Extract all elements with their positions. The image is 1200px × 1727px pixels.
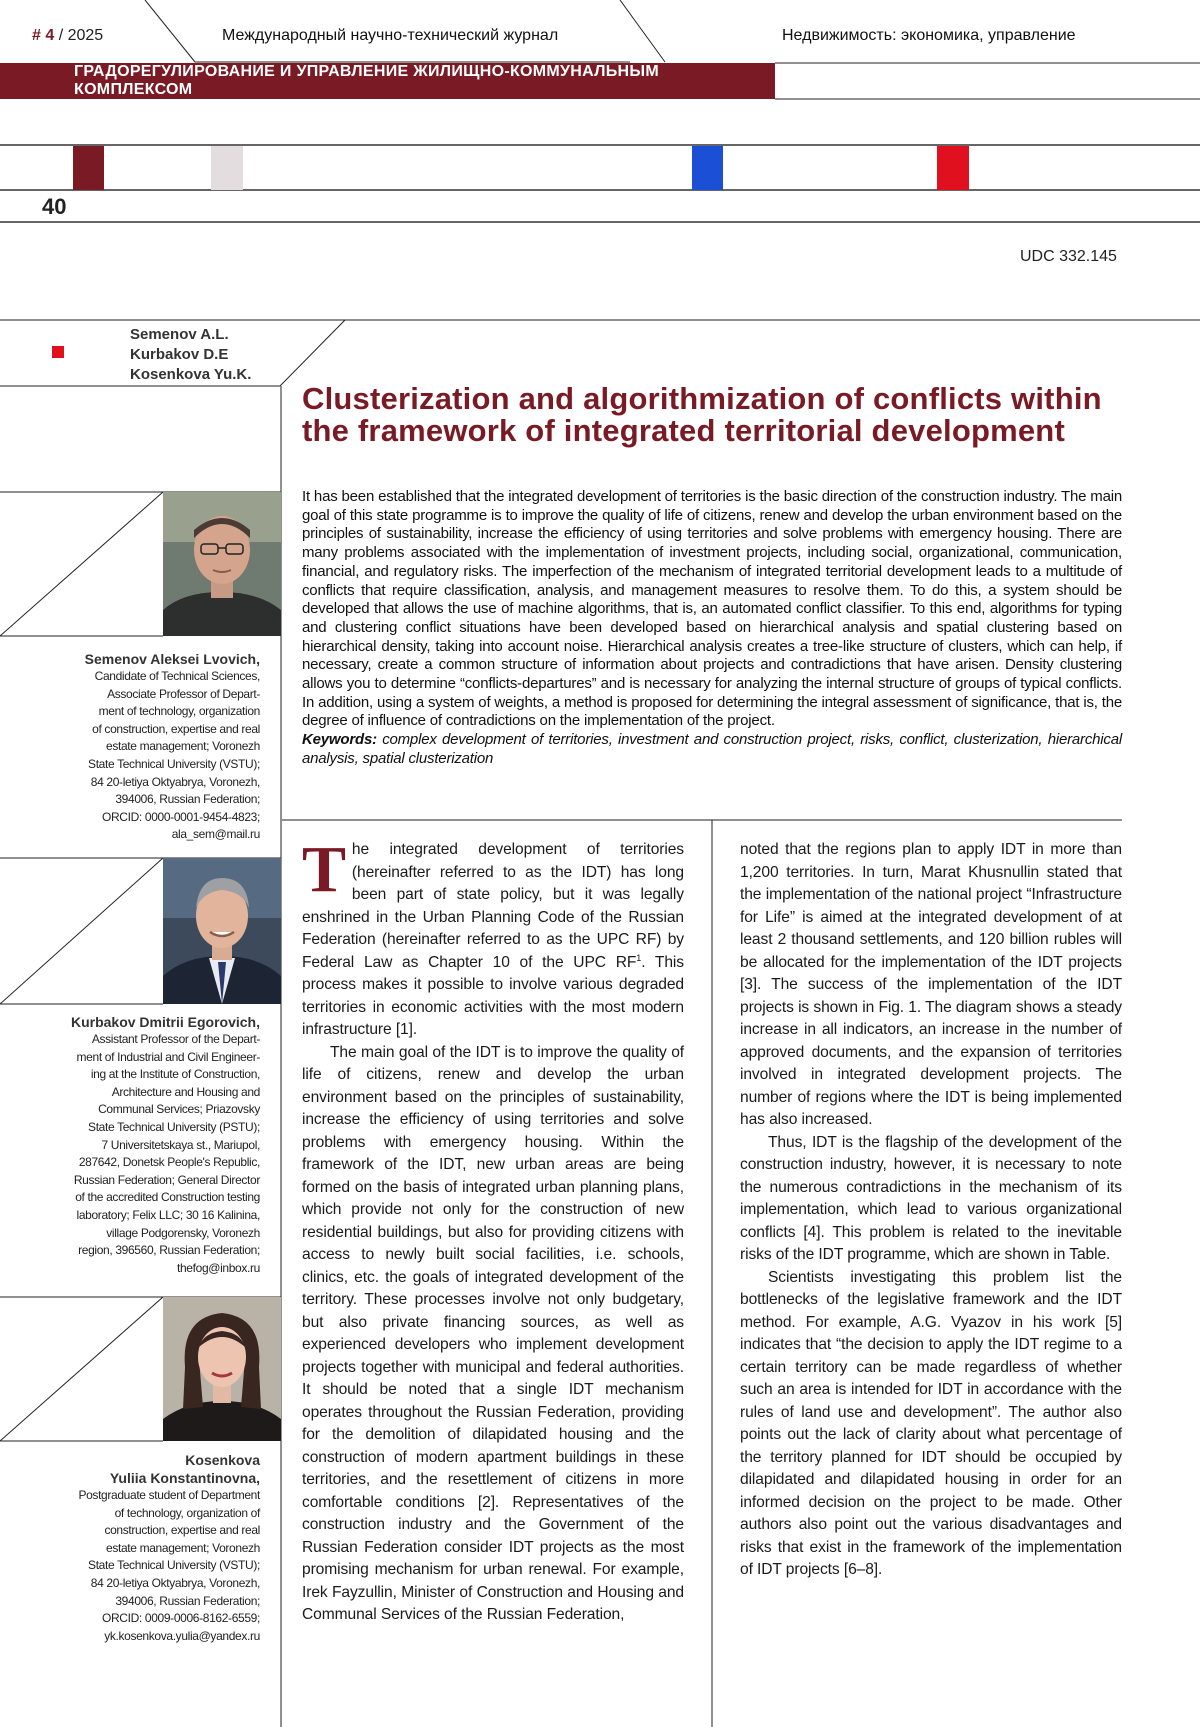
bio-line: Architecture and Housing and [111,1084,260,1099]
author-short: Semenov A.L. [130,326,229,343]
bio-line: Associate Professor of Depart- [107,686,260,701]
bio-line: 84 20-letiya Oktyabrya, Voronezh, [90,1575,260,1590]
bio-line: 394006, Russian Federation; [115,1593,260,1608]
red-square-marker [52,346,64,358]
strip-block-red [937,146,969,190]
bio-line: ing at the Institute of Construction, [90,1067,260,1082]
page-number: 40 [42,194,67,219]
udc-code: UDC 332.145 [1020,248,1117,265]
author-name: Kurbakov Dmitrii Egorovich, [70,1014,260,1030]
bio-line: State Technical University (VSTU); [88,756,260,771]
issue-number: # 4 / 2025 [32,27,104,44]
authors-short-list [130,325,251,385]
abstract [302,488,1122,769]
article-title: Clusterization and algorithmization of conflicts within the framework of integrated territorial development [302,381,1102,448]
bio-email: yk.kosenkova.yulia@yandex.ru [104,1628,260,1643]
paragraph: The main goal of the IDT is to improve the quality of life of citizens, renew and develop the urban environment based on the principles of sustainability, increase the efficiency of using territories and solve problems with emergency housing. Within the framework of the IDT, new urban areas are being formed on the basis of integrated urban planning plans, which provide not only for the construction of new residential buildings, but also for providing citizens with access to newly built social facilities, i.e. schools, clinics, etc. the goals of integrated development of the territory. These processes involve not only budgetary, but also private financing sources, as well as experienced developers who implement development projects together with municipal and federal authorities. It should be noted that a single IDT mechanism operates throughout the Russian Federation, providing for the demolition of dilapidated housing and the construction of modern apartment buildings in these territories, and the resettlement of citizens in more comfortable conditions [2]. Representatives of the construction industry and the Government of the Russian Federation consider IDT projects as the most promising mechanism for urban renewal. For example, Irek Fayzullin, Minister of Construction and Housing and Communal Services of the Russian Federation, [302,1043,684,1623]
bio-line: Communal Services; Priazovsky [98,1102,260,1117]
author-short: Kurbakov D.E [130,346,229,363]
author-name: Yuliia Konstantinovna, [109,1470,260,1486]
bio-line: 84 20-letiya Oktyabrya, Voronezh, [90,774,260,789]
bio-line: region, 396560, Russian Federation; [78,1243,260,1258]
author-name: Semenov Aleksei Lvovich, [84,651,260,667]
author-bio-kurbakov [10,1013,260,1277]
journal-name: Международный научно-технический журнал [222,27,559,44]
paragraph: Scientists investigating this problem list the bottlenecks of the legislative framework and the IDT method. For example, A.G. Vyazov in his work [5] indicates that “the decision to apply the IDT regime to a certain territory can be made regardless of whether such an area is intended for IDT in accordance with the rules of land use and development”. The author also points out the lack of clarity about what percentage of the territory planned for IDT should be occupied by dilapidated and dilapidated housing in order for an informed decision on the project to be made. Other authors also point out the various disadvantages and risks that exist in the framework of the implementation of IDT projects [6–8]. [740,1268,1122,1578]
rubric-banner: ГРАДОРЕГУЛИРОВАНИЕ И УПРАВЛЕНИЕ ЖИЛИЩНО-КОММУНАЛЬНЫМ КОМПЛЕКСОМ [0,63,775,99]
author-photo-kurbakov [163,858,281,1004]
strip-block-maroon [73,146,104,190]
bio-line: construction, expertise and real [104,1523,260,1538]
bio-line: 394006, Russian Federation; [115,792,260,807]
author-short: Kosenkova Yu.K. [130,366,252,383]
bio-line: laboratory; Felix LLC; 30 16 Kalinina, [76,1207,260,1222]
keywords-label: Keywords: [302,731,377,749]
bio-line: of technology, organization of [114,1505,260,1520]
body-column-1 [302,833,684,1627]
drop-cap: T [302,833,346,906]
paragraph: The integrated development of territories (hereinafter referred to as the IDT) has long been part of state policy, but it was legally enshrined in the Urban Planning Code of the Russian Federation (hereinafter referred to as the UPC RF) by Federal Law as Chapter 10 of the UPC $RF^1$. This process makes it possible to involve various degraded territories in economic activities with the most modern infrastructure [1]. [302,833,684,1038]
strip-block-blue [692,146,723,190]
body-column-2 [740,839,1122,1582]
bio-line: of the accredited Construction testing [75,1190,260,1205]
bio-line: State Technical University (PSTU); [88,1119,260,1134]
bio-line: Postgraduate student of Department [78,1488,260,1502]
bio-line: estate management; Voronezh [106,1540,260,1555]
bio-line: ORCID: 0009-0006-8162-6559; [102,1611,260,1626]
author-bio-kosenkova [10,1451,260,1645]
bio-line: village Podgorensky, Voronezh [106,1225,260,1240]
bio-line: 7 Universitetskaya st., Mariupol, [101,1137,260,1152]
paragraph: noted that the regions plan to apply IDT in more than 1,200 territories. In turn, Marat Khusnullin stated that the implementation of the national project “Infrastructure for Life” is aimed at the integrated development of at least 2 thousand settlements, and 120 billion rubles will be allocated for the implementation of the IDT projects [3]. The success of the implementation of the IDT projects is shown in Fig. 1. The diagram shows a steady increase in all indicators, an increase in the number of approved documents, and the expansion of territories involved in integrated development projects. The number of regions where the IDT is being implemented has also increased. [740,841,1122,1128]
bio-line: 287642, Donetsk People's Republic, [78,1155,260,1170]
bio-line: ment of Industrial and Civil Engineer- [76,1049,260,1064]
author-photo-semenov [163,492,281,636]
footnote-ref: 1 [636,952,642,963]
author-bio-semenov [10,650,260,844]
bio-line: State Technical University (VSTU); [88,1558,260,1573]
bio-email: ala_sem@mail.ru [171,827,260,842]
author-photo-kosenkova [163,1297,281,1441]
bio-line: Candidate of Technical Sciences, [94,669,260,683]
keywords [302,731,1122,768]
bio-line: of construction, expertise and real [92,721,260,736]
journal-title: Недвижимость: экономика, управление [782,27,1076,44]
bio-line: Russian Federation; General Director [73,1172,260,1187]
abstract-text: It has been established that the integrated development of territories is the basic direction of the construction industry. The main goal of this state programme is to improve the quality of life of citizens, renew and develop the urban environment based on the principles of sustainability, increase the efficiency of using territories and solve problems with emergency housing. There are many problems associated with the implementation of investment projects, including social, organizational, communication, financial, and regulatory risks. The imperfection of the mechanism of integrated territorial development leads to a multitude of conflicts that require classification, analysis, and management measures to resolve them. To do this, a system should be developed that allows the use of machine algorithms, that is, an automated conflict classifier. To this end, algorithms for typing and clustering conflict situations have been developed based on hierarchical analysis and spatial clustering based on hierarchical density, taking into account noise. Hierarchical analysis creates a tree-like structure of clusters, which can help, if necessary, create a common structure of information about projects and contradictions that have arisen. Density clustering allows you to determine “conflicts-departures” and is necessary for analyzing the internal structure of groups of typical conflicts. In addition, using a system of weights, a method is proposed for determining the integral assessment of significance, that is, the degree of influence of contradictions on the implementation of the project. [302,488,1122,730]
bio-line: ORCID: 0000-0001-9454-4823; [102,809,260,824]
bio-line: ment of technology, organization [98,704,260,719]
paragraph: Thus, IDT is the flagship of the development of the construction industry, however, it is necessary to note the numerous contradictions in the mechanism of its implementation, which lead to various organizational conflicts [4]. This problem is related to the inevitable risks of the IDT programme, which are shown in Table. [740,1133,1122,1263]
bio-line: estate management; Voronezh [106,739,260,754]
strip-block-pink [211,146,243,190]
bio-line: Assistant Professor of the Depart- [91,1032,260,1046]
author-name: Kosenkova [185,1452,260,1468]
keywords-text: complex development of territories, investment and construction project, risks, conflict, clusterization, hierarchical analysis, spatial clusterization [302,731,1122,767]
bio-email: thefog@inbox.ru [177,1260,260,1275]
